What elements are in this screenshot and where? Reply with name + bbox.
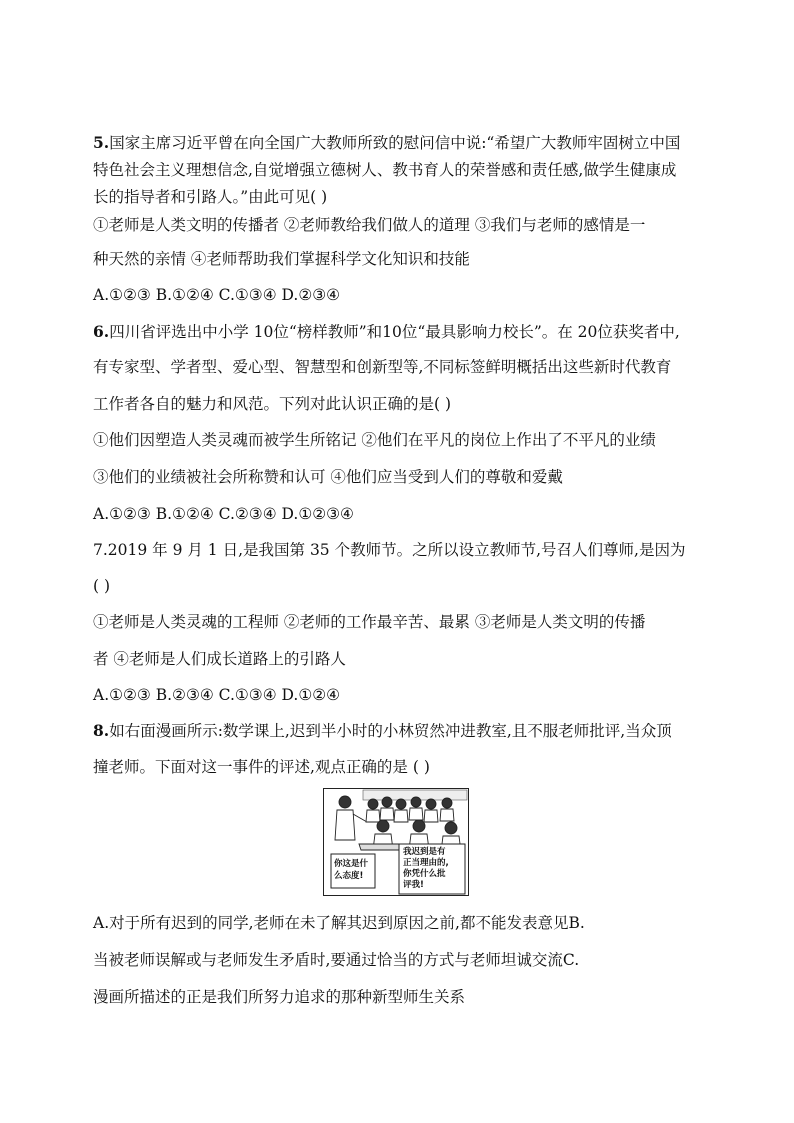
question-6-line-2: 有专家型、学者型、爱心型、智慧型和创新型等,不同标签鲜明概括出这些新时代教育 xyxy=(93,358,672,376)
question-7-statements-2: 者 ④老师是人们成长道路上的引路人 xyxy=(93,650,346,668)
cartoon-illustration xyxy=(323,788,469,896)
question-8-option-line-1: A.对于所有迟到的同学,老师在未了解其迟到原因之前,都不能发表意见B. xyxy=(93,914,585,932)
question-6-line-1: 6.四川省评选出中小学 10位“榜样教师”和10位“最具影响力校长”。在 20位获奖者中, xyxy=(93,322,680,341)
question-5-statements-1: ①老师是人类文明的传播者 ②老师教给我们做人的道理 ③我们与老师的感情是一 xyxy=(93,216,646,234)
question-6-statements-2: ③他们的业绩被社会所称赞和认可 ④他们应当受到人们的尊敬和爱戴 xyxy=(93,468,563,486)
question-6-options: A.①②③ B.①②④ C.②③④ D.①②③④ xyxy=(93,505,354,523)
question-7-line-1: 7.2019 年 9 月 1 日,是我国第 35 个教师节。之所以设立教师节,号召人们尊师,是因为 xyxy=(93,541,686,559)
student-speech-bubble: 我迟到是有 正当理由的, 你凭什么批 评我! xyxy=(403,847,449,890)
question-8-number: 8. xyxy=(93,721,110,740)
question-8-option-line-2: 当被老师误解或与老师发生矛盾时,要通过恰当的方式与老师坦诚交流C. xyxy=(93,951,580,969)
question-5-line-2: 特色社会主义理想信念,自觉增强立德树人、教书育人的荣誉感和责任感,做学生健康成 xyxy=(93,161,677,179)
question-7-line-2: ( ) xyxy=(93,577,111,595)
question-7-options: A.①②③ B.②③④ C.①③④ D.①②④ xyxy=(93,686,341,704)
teacher-speech-bubble: 你这是什 么态度! xyxy=(334,859,369,881)
question-7-statements-1: ①老师是人类灵魂的工程师 ②老师的工作最辛苦、最累 ③老师是人类文明的传播 xyxy=(93,613,646,631)
question-8-option-line-3: 漫画所描述的正是我们所努力追求的那种新型师生关系 xyxy=(93,988,466,1006)
question-5-options: A.①②③ B.①②④ C.①③④ D.②③④ xyxy=(93,286,341,304)
question-5-statements-2: 种天然的亲情 ④老师帮助我们掌握科学文化知识和技能 xyxy=(93,250,470,268)
question-8-line-2: 撞老师。下面对这一事件的评述,观点正确的是 ( ) xyxy=(93,758,430,776)
question-5-line-1: 5.国家主席习近平曾在向全国广大教师所致的慰问信中说:“希望广大教师牢固树立中国 xyxy=(93,133,681,152)
question-6-line-3: 工作者各自的魅力和风范。下列对此认识正确的是( ) xyxy=(93,395,452,413)
question-6-statements-1: ①他们因塑造人类灵魂而被学生所铭记 ②他们在平凡的岗位上作出了不平凡的业绩 xyxy=(93,431,656,449)
question-5-number: 5. xyxy=(93,133,110,152)
question-8-line-1: 8.如右面漫画所示:数学课上,迟到半小时的小林贸然冲进教室,且不服老师批评,当众顶 xyxy=(93,721,672,740)
question-6-number: 6. xyxy=(93,322,110,341)
question-5-line-3: 长的指导者和引路人。”由此可见( ) xyxy=(93,188,328,206)
